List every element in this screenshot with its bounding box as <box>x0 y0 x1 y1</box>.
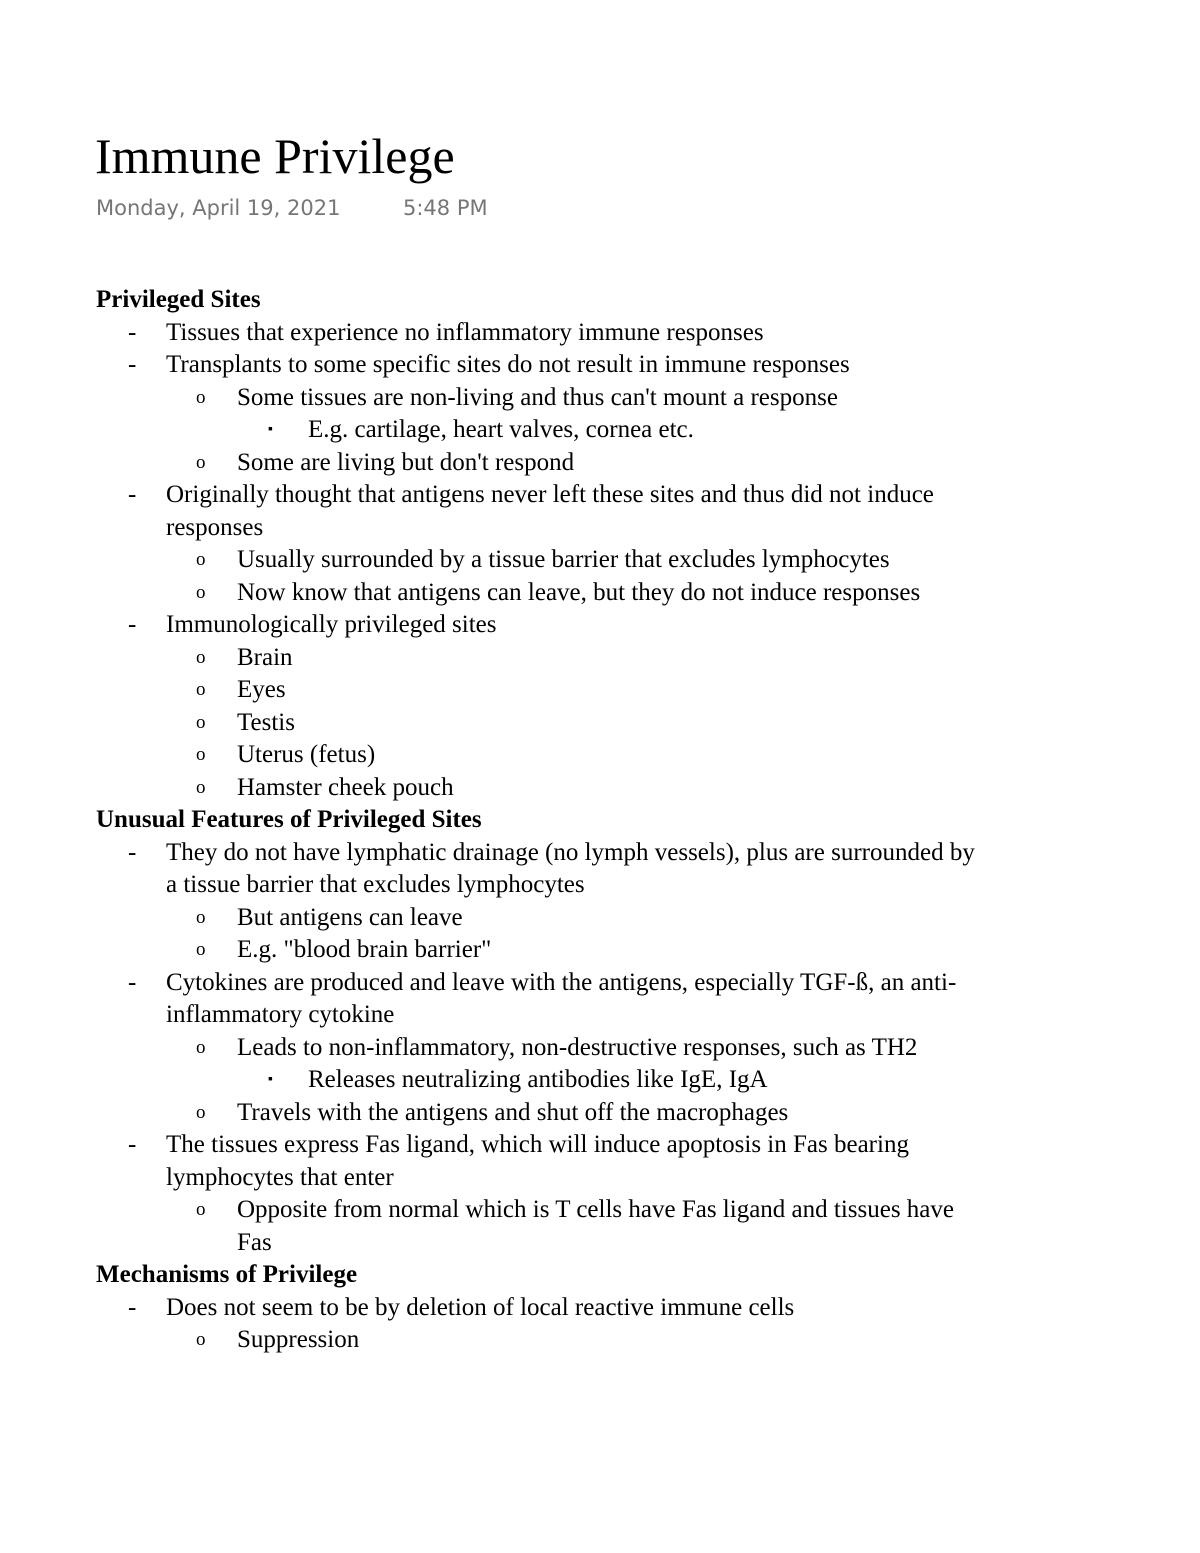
list-item-text: The tissues express Fas ligand, which will induce apoptosis in Fas bearing lymphocytes that enter <box>166 1131 909 1191</box>
list-item-text: Some tissues are non-living and thus can't mount a response <box>237 383 838 411</box>
list-item <box>96 447 976 480</box>
circle-bullet: o <box>196 744 206 765</box>
square-bullet: ▪ <box>268 422 273 437</box>
list-item-text: Now know that antigens can leave, but they do not induce responses <box>237 578 921 606</box>
list-item-text: Uterus (fetus) <box>237 741 376 768</box>
list-item <box>96 772 976 805</box>
list-item-text: Cytokines are produced and leave with the antigens, especially TGF-ß, an anti-inflammatory cytokine <box>166 968 957 1028</box>
list-item <box>96 577 976 610</box>
section-heading-privileged-sites: Privileged Sites <box>96 286 261 313</box>
list-item <box>96 934 976 967</box>
list-item <box>96 382 976 415</box>
circle-bullet: o <box>196 581 206 603</box>
dash-bullet: - <box>128 968 137 996</box>
circle-bullet: o <box>196 776 206 798</box>
dash-bullet: - <box>128 481 137 508</box>
list-item-text: But antigens can leave <box>237 903 463 931</box>
circle-bullet: o <box>196 386 206 408</box>
list-item <box>96 1129 976 1194</box>
circle-bullet: o <box>196 1329 206 1350</box>
circle-bullet: o <box>196 711 206 733</box>
section-heading-mechanisms: Mechanisms of Privilege <box>96 1261 358 1288</box>
list-item <box>96 1032 976 1065</box>
list-item-text: Opposite from normal which is T cells have Fas ligand and tissues have Fas <box>237 1196 955 1256</box>
list-item <box>96 1064 976 1097</box>
circle-bullet: o <box>196 1199 206 1220</box>
list-item <box>96 609 976 642</box>
list-item <box>96 1194 976 1259</box>
list-item-text: Travels with the antigens and shut off the macrophages <box>237 1098 789 1126</box>
circle-bullet: o <box>196 1036 206 1058</box>
circle-bullet: o <box>196 679 206 700</box>
list-item-text: Eyes <box>237 676 286 703</box>
note-date: Monday, April 19, 2021 <box>96 196 341 220</box>
list-item-text: Releases neutralizing antibodies like IgE, IgA <box>308 1066 768 1093</box>
circle-bullet: o <box>196 646 206 668</box>
list-item-text: Tissues that experience no inflammatory immune responses <box>166 318 764 346</box>
list-item-text: Suppression <box>237 1326 360 1353</box>
list-item <box>96 1097 976 1130</box>
list-item-text: Immunologically privileged sites <box>166 611 497 638</box>
circle-bullet: o <box>196 451 206 473</box>
list-item <box>96 674 976 707</box>
list-item-text: Originally thought that antigens never left these sites and thus did not induce responses <box>166 481 934 541</box>
list-item-cut-off <box>96 1324 976 1353</box>
list-item <box>96 414 976 447</box>
list-item <box>96 1292 976 1325</box>
square-bullet: ▪ <box>268 1072 273 1087</box>
list-item <box>96 317 976 350</box>
list-item-text: Transplants to some specific sites do not result in immune responses <box>166 351 850 378</box>
dash-bullet: - <box>128 318 137 346</box>
circle-bullet: o <box>196 906 206 928</box>
list-item <box>96 902 976 935</box>
list-item-text: Brain <box>237 643 293 671</box>
list-item <box>96 739 976 772</box>
note-timestamp <box>96 194 488 222</box>
dash-bullet: - <box>128 1293 137 1321</box>
section-heading-unusual-features: Unusual Features of Privileged Sites <box>96 806 482 833</box>
list-item <box>96 707 976 740</box>
list-item-text: Does not seem to be by deletion of local reactive immune cells <box>166 1293 795 1321</box>
circle-bullet: o <box>196 1101 206 1123</box>
list-item <box>96 642 976 675</box>
dash-bullet: - <box>128 351 137 378</box>
note-body <box>96 284 976 1353</box>
list-item-text: Hamster cheek pouch <box>237 773 454 801</box>
list-item-text: Usually surrounded by a tissue barrier that excludes lymphocytes <box>237 546 890 573</box>
dash-bullet: - <box>128 611 137 638</box>
circle-bullet: o <box>196 549 206 570</box>
list-item-text: Testis <box>237 708 295 736</box>
list-item <box>96 544 976 577</box>
list-item <box>96 967 976 1032</box>
note-time: 5:48 PM <box>403 196 488 220</box>
list-item-text: They do not have lymphatic drainage (no lymph vessels), plus are surrounded by a tissue barrier that excludes lymphocytes <box>166 838 975 898</box>
page-title: Immune Privilege <box>95 128 455 184</box>
list-item-text: Leads to non-inflammatory, non-destructive responses, such as TH2 <box>237 1033 918 1061</box>
list-item-text: E.g. cartilage, heart valves, cornea etc. <box>308 416 694 443</box>
dash-bullet: - <box>128 838 137 866</box>
list-item <box>96 837 976 902</box>
list-item-text: E.g. "blood brain barrier" <box>237 936 492 963</box>
dash-bullet: - <box>128 1131 137 1158</box>
circle-bullet: o <box>196 939 206 960</box>
list-item <box>96 479 976 544</box>
list-item <box>96 349 976 382</box>
list-item-text: Some are living but don't respond <box>237 448 575 476</box>
